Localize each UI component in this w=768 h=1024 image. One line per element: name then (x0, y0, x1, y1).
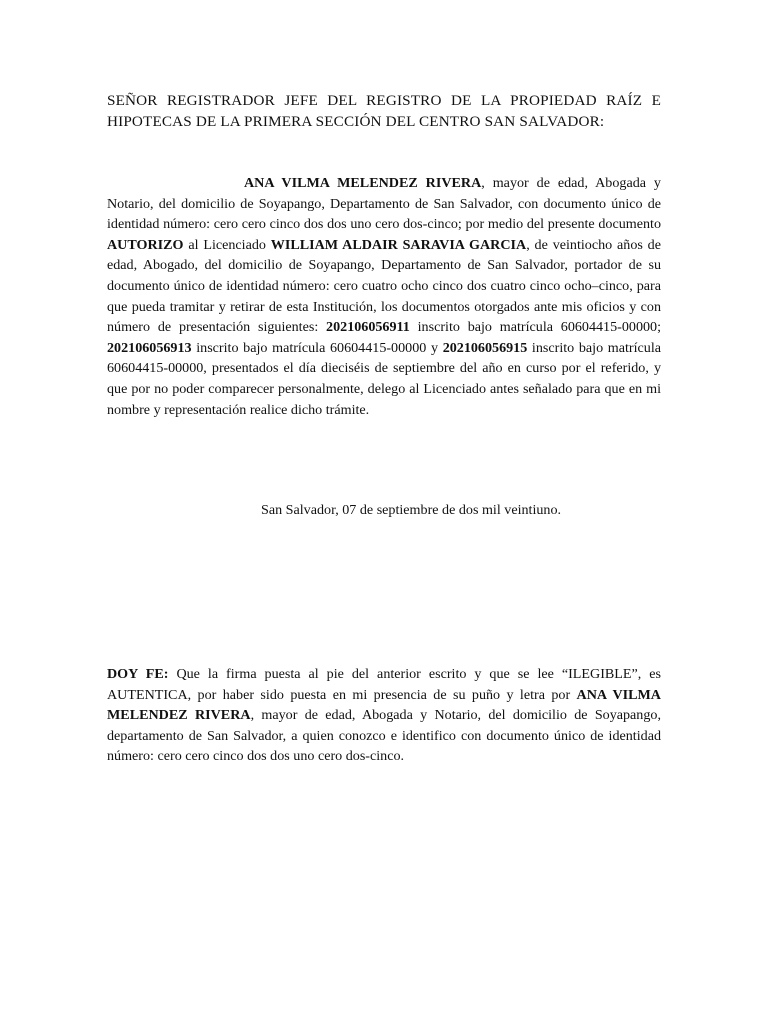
grantee-name: WILLIAM ALDAIR SARAVIA GARCIA (270, 236, 527, 253)
presentation-number-1: 202106056911 (326, 319, 410, 336)
authorization-text-5: inscrito bajo matrícula 60604415-00000 y (191, 339, 443, 356)
authorize-word: AUTORIZO (107, 236, 184, 253)
attestation-name: ANA VILMA MELENDEZ RIVERA (107, 686, 661, 724)
document-heading (107, 90, 661, 132)
presentation-number-3: 202106056915 (442, 339, 528, 356)
attestation-paragraph (107, 664, 661, 767)
authorization-text-4: inscrito bajo matrícula 60604415-00000; (409, 319, 661, 336)
authorization-text-2: al Licenciado (183, 236, 271, 253)
heading-line-1: SEÑOR REGISTRADOR JEFE DEL REGISTRO DE LA PROPIEDAD RAÍZ E (107, 92, 661, 109)
authorization-text-3: , de veintiocho años de edad, Abogado, del domicilio de Soyapango, Departamento de San Salvador, portador de su documento único de identidad número: cero cuatro ocho cinco dos cuatro cinco ocho–cinco, para que pueda tramitar y retirar de esta Institución, los documentos otorgados ante mis oficios y con número de presentación siguientes: (107, 236, 661, 336)
authorization-text-6: inscrito bajo matrícula 60604415-00000, presentados el día dieciséis de septiembre del año en curso por el referido, y que por no poder comparecer personalmente, delego al Licenciado antes señalado para que en mi nombre y representación realice dicho trámite. (107, 339, 662, 418)
place-and-date: San Salvador, 07 de septiembre de dos mil veintiuno. (261, 502, 562, 518)
attestation-label: DOY FE: (107, 666, 169, 682)
attestation-text-2: , mayor de edad, Abogada y Notario, del domicilio de Soyapango, departamento de San Salvador, a quien conozco e identifico con documento único de identidad número: cero cero cinco dos dos uno cero dos-cinco. (107, 707, 661, 765)
authorization-text-1: , mayor de edad, Abogada y Notario, del domicilio de Soyapango, Departamento de San Salvador, con documento único de identidad número: cero cero cinco dos dos uno cero dos-cinco; por medio del presente documento (107, 175, 661, 233)
authorization-paragraph (107, 173, 661, 420)
attestation-text-1: Que la firma puesta al pie del anterior escrito y que se lee “ILEGIBLE”, es AUTENTICA, por haber sido puesta en mi presencia de su puño y letra por (107, 666, 662, 703)
presentation-number-2: 202106056913 (107, 339, 192, 356)
heading-line-2: HIPOTECAS DE LA PRIMERA SECCIÓN DEL CENTRO SAN SALVADOR: (107, 113, 605, 130)
grantor-name: ANA VILMA MELENDEZ RIVERA (244, 175, 482, 191)
